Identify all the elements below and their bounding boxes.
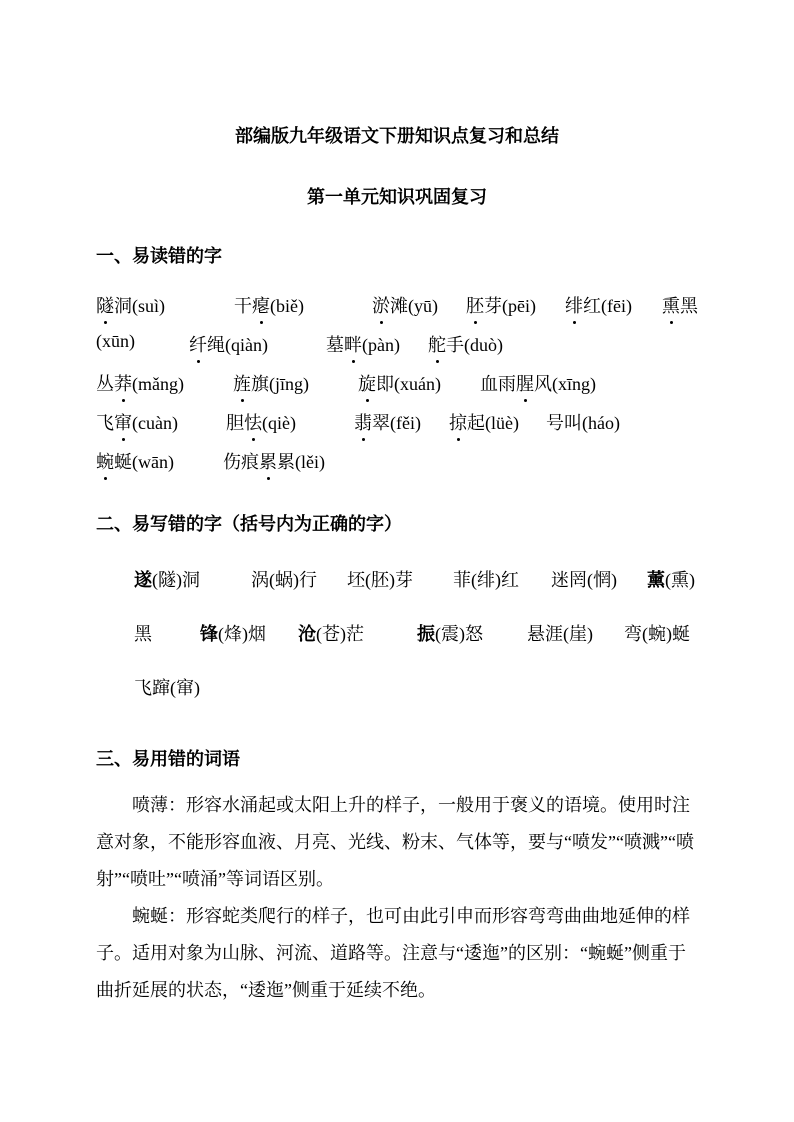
correction-item: 沧(苍)茫 — [298, 624, 364, 644]
correction-item: 悬涯(崖) — [527, 624, 593, 644]
word-item: 旌旗(jīng) — [233, 370, 309, 396]
word-item: 血雨腥风(xīng) — [480, 370, 596, 396]
correction-item: 飞蹿(窜) — [134, 678, 200, 698]
correction-item: 遂(隧)洞 — [134, 570, 200, 590]
word-item: 蜿蜒(wān) — [96, 448, 174, 474]
word-item: 熏黑 — [662, 292, 698, 318]
correction-item: 薰(熏) — [647, 570, 695, 590]
word-item: 干瘪(biě) — [234, 292, 304, 318]
section2-heading: 二、易写错的字（括号内为正确的字） — [96, 514, 402, 534]
word-item: 胆怯(qiè) — [226, 409, 296, 435]
correction-item: 菲(绯)红 — [453, 570, 519, 590]
correction-item: 涡(蜗)行 — [251, 570, 317, 590]
word-item: 舵手(duò) — [428, 331, 503, 357]
word-item: 淤滩(yū) — [372, 292, 438, 318]
document-subtitle: 第一单元知识巩固复习 — [307, 187, 487, 207]
correction-item: 振(震)怒 — [417, 624, 483, 644]
word-item: 伤痕累累(lěi) — [223, 448, 325, 474]
word-item: 丛莽(mǎng) — [96, 370, 184, 396]
word-item: 胚芽(pēi) — [466, 292, 536, 318]
paragraph-penbo: 喷薄：形容水涌起或太阳上升的样子，一般用于褒义的语境。使用时注意对象，不能形容血液、月亮、光线、粉末、气体等，要与“喷发”“喷溅”“喷射”“喷吐”“喷涌”等词语区别。 — [96, 795, 694, 889]
word-item: 墓畔(pàn) — [326, 331, 400, 357]
word-item: 翡翠(fěi) — [354, 409, 421, 435]
correction-item: 迷罔(惘) — [551, 570, 617, 590]
paragraph-wanyan: 蜿蜒：形容蛇类爬行的样子，也可由此引申而形容弯弯曲曲地延伸的样子。适用对象为山脉、河流、道路等。注意与“逶迤”的区别：“蜿蜒”侧重于曲折延展的状态，“逶迤”侧重于延续不绝。 — [96, 906, 690, 1000]
word-item: (xūn) — [96, 331, 135, 351]
section1-heading: 一、易读错的字 — [96, 246, 222, 266]
word-item: 纤绳(qiàn) — [189, 331, 268, 357]
correction-item: 黑 — [134, 624, 152, 644]
word-item: 绯红(fēi) — [565, 292, 632, 318]
correction-item: 坯(胚)芽 — [347, 570, 413, 590]
word-item: 号叫(háo) — [546, 413, 620, 433]
document-title: 部编版九年级语文下册知识点复习和总结 — [235, 126, 559, 146]
word-item: 掠起(lüè) — [449, 409, 519, 435]
section3-heading: 三、易用错的词语 — [96, 749, 240, 769]
word-item: 旋即(xuán) — [358, 370, 441, 396]
correction-item: 弯(蜿)蜒 — [624, 624, 690, 644]
correction-item: 锋(烽)烟 — [200, 624, 266, 644]
word-item: 隧洞(suì) — [96, 292, 165, 318]
word-item: 飞窜(cuàn) — [96, 409, 178, 435]
